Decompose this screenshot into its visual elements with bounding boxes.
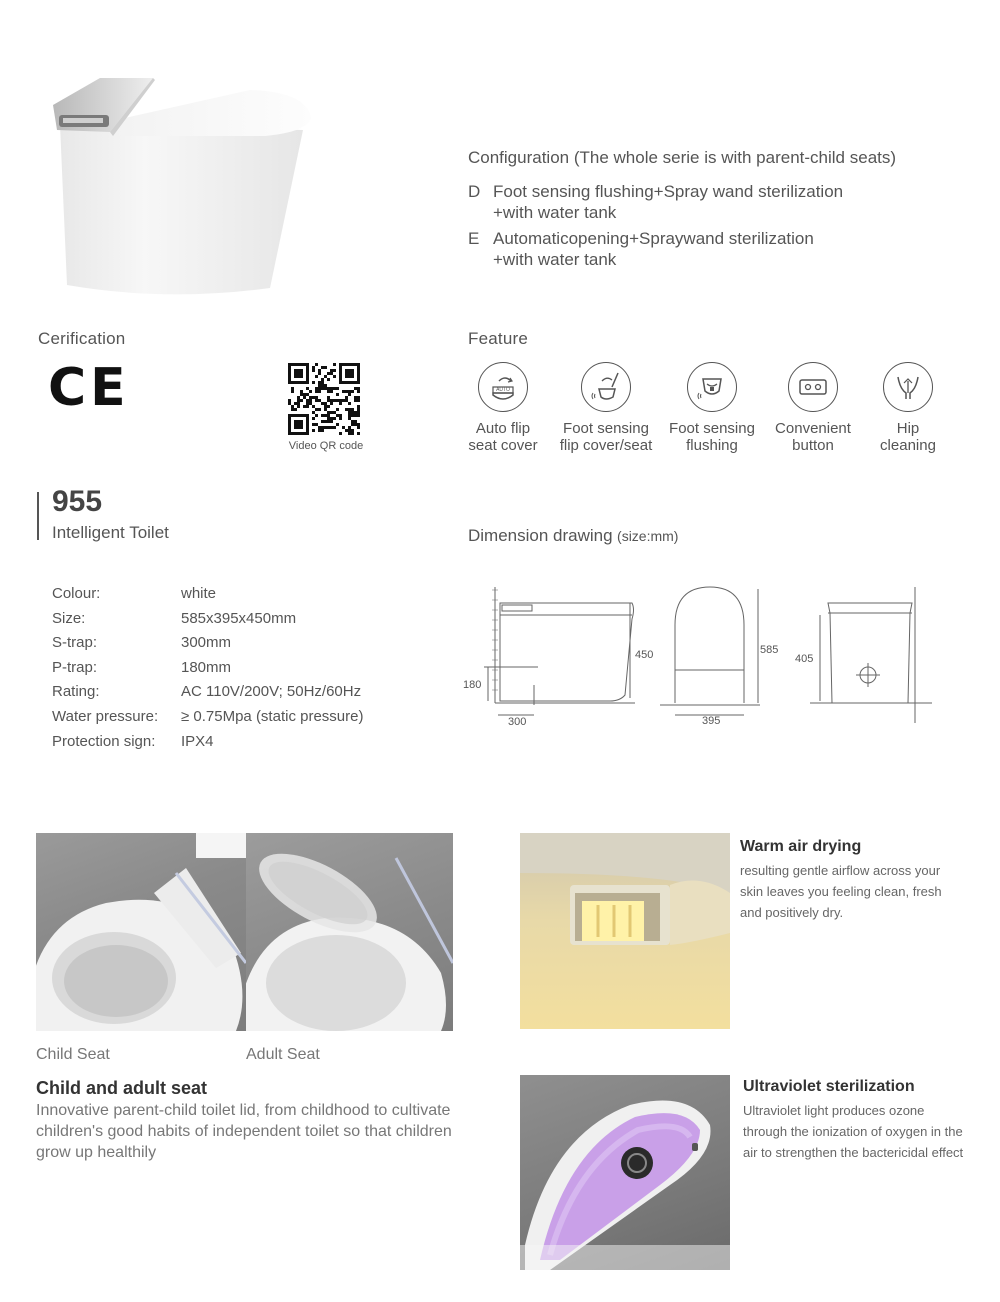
- configuration-item-d: [468, 181, 908, 223]
- spec-value: 585x395x450mm: [181, 610, 297, 627]
- configuration-item-line1: Foot sensing flushing+Spray wand sterilization: [493, 182, 844, 201]
- configuration-title: Configuration (The whole serie is with parent-child seats): [468, 148, 897, 167]
- dim-label-450: 450: [635, 649, 654, 661]
- spec-key: Rating:: [52, 683, 100, 700]
- product-name: Intelligent Toilet: [52, 523, 169, 542]
- seats-title: Child and adult seat: [36, 1078, 208, 1098]
- adult-seat-photo: [246, 833, 453, 1031]
- configuration-item-e: [468, 228, 908, 270]
- dim-label-180: 180: [463, 679, 482, 691]
- dimension-title: [468, 526, 678, 546]
- feature-label: Foot sensing flip cover/seat: [559, 420, 653, 454]
- dim-label-405: 405: [795, 653, 814, 665]
- model-divider: [37, 492, 39, 540]
- feature-label: Foot sensing flushing: [669, 420, 755, 454]
- convenient-button-icon: [788, 362, 838, 412]
- feature-title: Feature: [468, 329, 528, 348]
- feature-label: Hip cleaning: [880, 420, 936, 454]
- uv-description: Ultraviolet light produces ozone through the ionization of oxygen in the air to strengthen the bactericidal effect: [743, 1103, 964, 1160]
- configuration-item-line1: Automaticopening+Spraywand sterilization: [493, 229, 814, 248]
- model-number: 955: [52, 485, 103, 518]
- spec-value: 300mm: [181, 634, 232, 651]
- spec-value: IPX4: [181, 733, 214, 750]
- spec-key: Size:: [52, 610, 86, 627]
- feature-label: Auto flip seat cover: [468, 420, 538, 454]
- foot-sensing-flush-icon: [687, 362, 737, 412]
- feature-foot-sensing-flush: [657, 362, 767, 454]
- configuration-item-line2: +with water tank: [493, 203, 617, 222]
- auto-icon-text: AUTO: [496, 387, 510, 393]
- foot-sensing-flip-icon: [581, 362, 631, 412]
- spec-value: AC 110V/200V; 50Hz/60Hz: [181, 683, 362, 700]
- spec-key: Colour:: [52, 585, 101, 602]
- configuration-item-line2: +with water tank: [493, 250, 617, 269]
- child-seat-caption: Child Seat: [36, 1046, 110, 1063]
- dimension-drawing: [460, 585, 950, 735]
- feature-auto-flip: [448, 362, 558, 454]
- spec-key: Water pressure:: [52, 708, 159, 725]
- qr-code[interactable]: [288, 363, 360, 435]
- seats-description: Innovative parent-child toilet lid, from childhood to cultivate children's good habits of independent toilet so that children grow up healthily: [36, 1102, 452, 1161]
- dim-label-300: 300: [508, 716, 527, 728]
- warm-air-description: resulting gentle airflow across your skin leaves you feeling clean, fresh and positively dry.: [740, 863, 942, 920]
- product-image: [45, 70, 315, 305]
- uv-title: Ultraviolet sterilization: [743, 1078, 915, 1095]
- spec-value: white: [181, 585, 217, 602]
- warm-air-photo: [520, 833, 730, 1029]
- dim-label-395: 395: [702, 715, 721, 727]
- certification-title: Cerification: [38, 329, 126, 348]
- feature-hip-cleaning: [853, 362, 963, 454]
- qr-caption: Video QR code: [288, 440, 364, 452]
- feature-foot-sensing-flip: [551, 362, 661, 454]
- dimension-unit: (size:mm): [617, 528, 679, 544]
- uv-photo: [520, 1075, 730, 1270]
- spec-value: ≥ 0.75Mpa (static pressure): [181, 708, 364, 725]
- feature-convenient-button: [758, 362, 868, 454]
- feature-label: Convenient button: [775, 420, 851, 454]
- dimension-title-text: Dimension drawing: [468, 526, 613, 545]
- warm-air-title: Warm air drying: [740, 838, 862, 855]
- child-seat-photo: [36, 833, 246, 1031]
- auto-flip-icon: [478, 362, 528, 412]
- spec-key: S-trap:: [52, 634, 98, 651]
- ce-mark-text: CE: [48, 358, 130, 418]
- spec-value: 180mm: [181, 659, 232, 676]
- dim-label-585: 585: [760, 644, 779, 656]
- ce-mark: [48, 358, 130, 418]
- spec-key: P-trap:: [52, 659, 98, 676]
- adult-seat-caption: Adult Seat: [246, 1046, 320, 1063]
- configuration-item-letter: D: [468, 182, 481, 201]
- configuration-item-letter: E: [468, 229, 480, 248]
- hip-cleaning-icon: [883, 362, 933, 412]
- spec-key: Protection sign:: [52, 733, 156, 750]
